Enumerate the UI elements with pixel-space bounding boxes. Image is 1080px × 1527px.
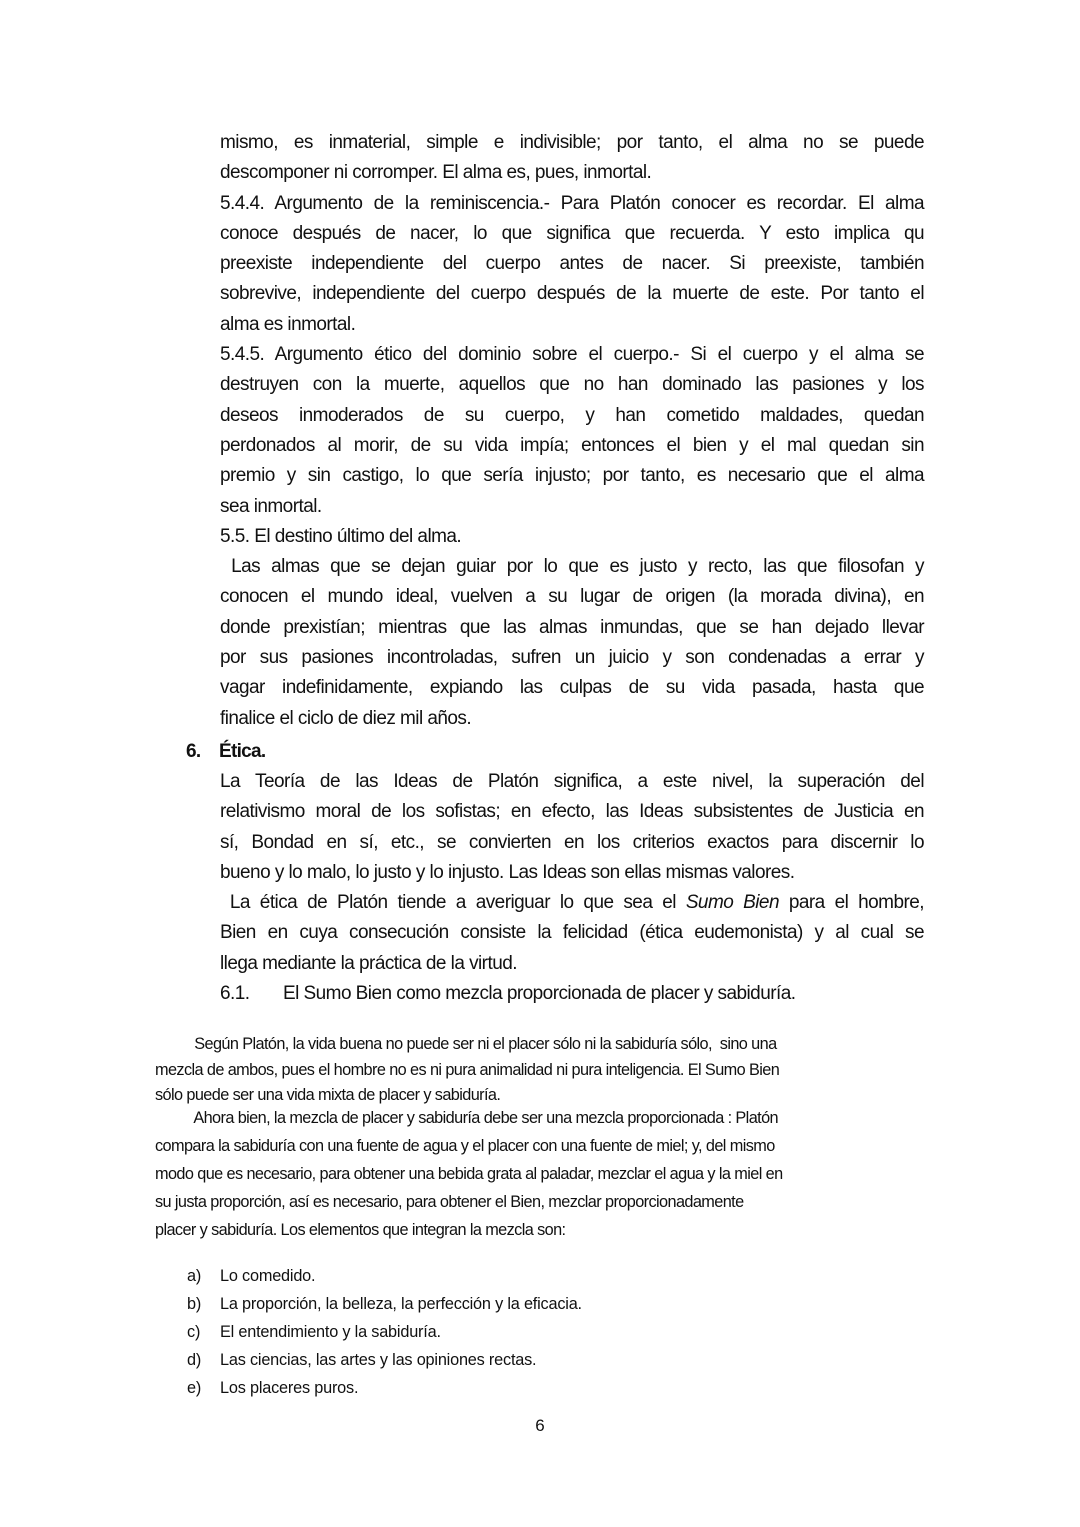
section-5-5-heading: 5.5. El destino último del alma. [220,525,462,547]
section-6-heading [186,737,266,767]
text-line: bueno y lo malo, lo justo y lo injusto. Las Ideas son ellas mismas valores. [220,861,795,883]
text-line: modo que es necesario, para obtener una bebida grata al paladar, mezclar el agua y la miel en [155,1165,783,1183]
list-marker: e) [187,1379,202,1397]
list-item [187,1374,582,1402]
text-run: La ética de Platón tiende a averiguar lo que sea el [220,892,686,914]
list-item [187,1346,582,1374]
text-line: conoce después de nacer, lo que significa que recuerda. Y esto implica qu [220,222,924,244]
text-line: alma es inmortal. [220,313,356,335]
text-line: preexiste independiente del cuerpo antes de nacer. Si preexiste, también [220,253,924,275]
text-line: Las almas que se dejan guiar por lo que es justo y recto, las que filosofan y [220,556,924,578]
text-line: por sus pasiones incontroladas, sufren un juicio y son condenadas a errar y [220,647,924,669]
text-line: finalice el ciclo de diez mil años. [220,707,472,729]
paragraph-proporcion [155,1104,915,1244]
text-line: Bien en cuya consecución consiste la felicidad (ética eudemonista) y al cual se [220,922,924,944]
text-line: perdonados al morir, de su vida impía; entonces el bien y el mal quedan sin [220,434,924,456]
list-item [187,1290,582,1318]
text-run: para el hombre, [778,892,924,914]
text-line: conocen el mundo ideal, vuelven a su lugar de origen (la morada divina), en [220,586,924,608]
list-item-text: La proporción, la belleza, la perfección y la eficacia. [220,1295,582,1313]
list-item-text: Los placeres puros. [220,1379,359,1397]
section-number: 6. [186,741,201,762]
page-number: 6 [535,1416,545,1435]
text-line: destruyen con la muerte, aquellos que no han dominado las pasiones y los [220,374,924,396]
list-item-text: Las ciencias, las artes y las opiniones rectas. [220,1351,537,1369]
text-line: La Teoría de las Ideas de Platón significa, a este nivel, la superación del [220,771,924,792]
section-5-body [220,128,924,734]
subsection-6-1-heading [220,979,924,1009]
subsection-title: El Sumo Bien como mezcla proporcionada de placer y sabiduría. [283,983,796,1005]
text-line: sobrevive, independiente del cuerpo después de la muerte de este. Por tanto el [220,283,924,305]
text-line: compara la sabiduría con una fuente de agua y el placer con una fuente de miel; y, del mismo [155,1137,775,1155]
list-marker: d) [187,1351,202,1369]
section-5-4-5-heading-line: 5.4.5. Argumento ético del dominio sobre el cuerpo.- Si el cuerpo y el alma se [220,344,924,366]
text-line: su justa proporción, así es necesario, para obtener el Bien, mezclar proporcionadamente [155,1193,744,1211]
subsection-number: 6.1. [220,983,250,1005]
text-line: deseos inmoderados de su cuerpo, y han cometido maldades, quedan [220,404,924,426]
text-line: mezcla de ambos, pues el hombre no es ni pura animalidad ni pura inteligencia. El Sumo Bien [155,1060,780,1079]
text-line: mismo, es inmaterial, simple e indivisible; por tanto, el alma no se puede [220,132,924,153]
list-marker: c) [187,1323,201,1341]
emphasis-sumo-bien: Sumo Bien [685,892,779,914]
text-line: relativismo moral de los sofistas; en efecto, las Ideas subsistentes de Justicia en [220,801,924,823]
paragraph-mezcla [155,1032,915,1109]
list-marker: a) [187,1267,202,1285]
list-item-text: El entendimiento y la sabiduría. [220,1323,441,1341]
text-line: descomponer ni corromper. El alma es, pues, inmortal. [220,162,652,184]
list-marker: b) [187,1295,202,1313]
section-5-4-4-heading-line: 5.4.4. Argumento de la reminiscencia.- Para Platón conocer es recordar. El alma [220,192,924,214]
text-line: placer y sabiduría. Los elementos que integran la mezcla son: [155,1221,566,1239]
section-6-body [220,767,924,1009]
section-title: Ética. [219,741,266,762]
text-line: Según Platón, la vida buena no puede ser ni el placer sólo ni la sabiduría sólo, sino una [155,1035,777,1053]
text-line: sea inmortal. [220,495,322,517]
list-item [187,1318,582,1346]
text-line [220,888,924,918]
text-line: llega mediante la práctica de la virtud. [220,952,517,974]
elements-list [187,1262,582,1402]
text-line: vagar indefinidamente, expiando las culpas de su vida pasada, hasta que [220,677,924,699]
text-line: sólo puede ser una vida mixta de placer y sabiduría. [155,1086,501,1104]
text-line: Ahora bien, la mezcla de placer y sabiduría debe ser una mezcla proporcionada : Platón [155,1109,778,1127]
list-item [187,1262,582,1290]
list-item-text: Lo comedido. [220,1267,316,1285]
text-line: premio y sin castigo, lo que sería injusto; por tanto, es necesario que el alma [220,465,924,487]
text-line: donde prexistían; mientras que las almas inmundas, que se han dejado llevar [220,616,924,638]
text-line: sí, Bondad en sí, etc., se convierten en los criterios exactos para discernir lo [220,831,924,853]
